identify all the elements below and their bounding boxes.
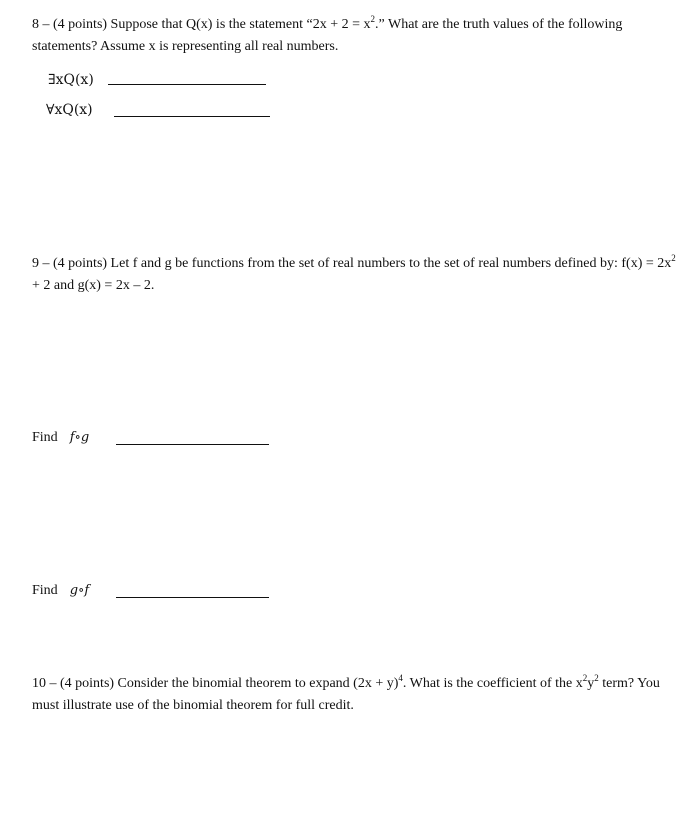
forall-quantifier-expression: ∀xQ(x) (46, 102, 93, 118)
answer-blank-f-compose-g[interactable] (116, 444, 269, 445)
question-8-text: 8 – (4 points) Suppose that Q(x) is the statement “$2x + 2 = x^2$.” What are the truth values of the following statements? Assume x is representing all real numbers. (32, 14, 623, 54)
answer-blank-exists[interactable] (108, 84, 266, 85)
answer-blank-forall[interactable] (114, 116, 270, 117)
answer-blank-g-compose-f[interactable] (116, 597, 269, 598)
f-compose-g-expression: f∘g (69, 430, 90, 445)
find-g-compose-f: Find g∘f (32, 583, 90, 598)
question-10-text: 10 – (4 points) Consider the binomial theorem to expand $(2x + y)^4$. What is the coefficient of the $x^2y^2$ term? You must illustrate use of the binomial theorem for full credit. (32, 673, 660, 713)
g-compose-f-expression: g∘f (69, 583, 90, 598)
exists-quantifier-expression: ∃xQ(x) (48, 72, 94, 88)
question-9-text: 9 – (4 points) Let f and g be functions from the set of real numbers to the set of real numbers defined by: $f(x) = 2x^2 + 2$ and g(x) = 2x – 2. (32, 253, 676, 293)
find-f-compose-g: Find f∘g (32, 430, 90, 445)
